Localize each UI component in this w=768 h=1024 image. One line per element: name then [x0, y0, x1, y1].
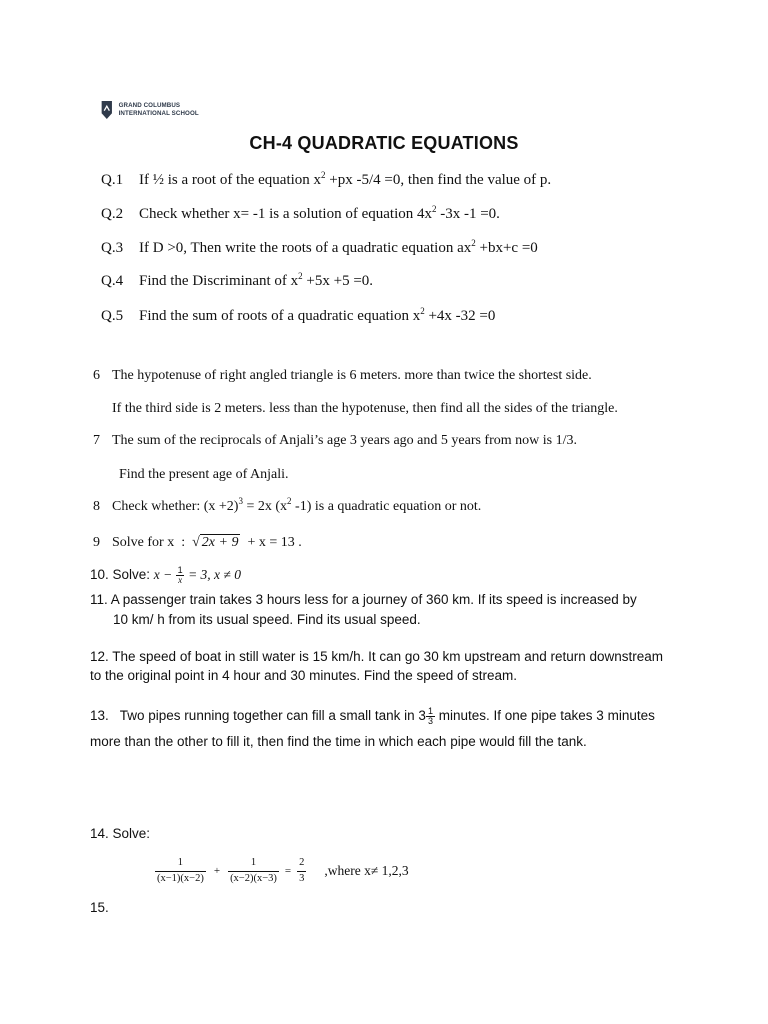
question-11: 11. A passenger train takes 3 hours less for a journey of 360 km. If its speed is increased by	[90, 592, 637, 607]
question-15: 15.	[90, 900, 109, 915]
page-title: CH-4 QUADRATIC EQUATIONS	[249, 133, 519, 153]
question-14: 14. Solve:	[90, 826, 151, 841]
question-number: Q.5	[101, 308, 124, 324]
fraction: $\frac{1}{(x-1)(x-2)}$	[157, 857, 204, 884]
school-logo	[101, 93, 211, 127]
question-3: Q.3 If D >0, Then write the roots of a quadratic equation $ax^2 +bx+c =0$	[101, 238, 538, 256]
question-8: 8 Check whether: $(x +2)^3 = 2x$ ($x^2$ -1) is a quadratic equation or not.	[93, 496, 482, 514]
question-number: Q.1	[101, 172, 124, 188]
question-12: 12. The speed of boat in still water is 15 km/h. It can go 30 km upstream and return downstream	[90, 649, 664, 664]
question-11-line-2: 10 km/ h from its usual speed. Find its usual speed.	[113, 612, 421, 627]
question-1: Q.1 If ½ is a root of the equation $x^2 +px$ -5/4 =0, then find the value of p.	[101, 170, 552, 188]
question-14-equation: $\frac{1}{(x-1)(x-2)}$ + $\frac{1}{(x-2)(x-3)}$ = $\frac{2}{3}$ ,where x≠ 1,2,3	[157, 857, 409, 884]
question-5: Q.5 Find the sum of roots of a quadratic equation $x^2 +4x$ -32 =0	[101, 306, 496, 324]
fraction: $\frac{1}{3}$	[427, 706, 433, 726]
question-13: 13. Two pipes running together can fill a small tank in 3 $\frac{1}{3}$ minutes. If one pipe takes 3 minutes	[90, 706, 655, 726]
question-number: 8	[93, 499, 100, 514]
question-number: 9	[93, 535, 100, 550]
question-9: 9 Solve for x : √ 2x + 9 + x = 13 .	[93, 535, 302, 550]
square-root: √ 2x + 9	[192, 535, 239, 550]
question-13-line-2: more than the other to fill it, then find the time in which each pipe would fill the tank.	[90, 734, 587, 749]
question-number: 7	[93, 433, 100, 448]
question-6-line-2: If the third side is 2 meters. less than the hypotenuse, then find all the sides of the triangle.	[112, 401, 618, 416]
school-name: GRAND COLUMBUS INTERNATIONAL SCHOOL	[118, 102, 199, 117]
question-number: Q.4	[101, 273, 124, 289]
question-2: Q.2 Check whether x= -1 is a solution of equation $4x^2$ -3x -1 =0.	[101, 204, 500, 222]
question-4: Q.4 Find the Discriminant of $x^2 +5x +5 =0$.	[101, 271, 374, 289]
question-number: Q.3	[101, 240, 124, 256]
question-7: 7 The sum of the reciprocals of Anjali’s age 3 years ago and 5 years from now is 1/3.	[93, 433, 577, 448]
question-6: 6 The hypotenuse of right angled triangle is 6 meters. more than twice the shortest side.	[93, 368, 592, 383]
fraction: $\frac{2}{3}$	[299, 857, 305, 884]
question-7-line-2: Find the present age of Anjali.	[119, 467, 289, 482]
question-number: 6	[93, 368, 100, 383]
question-10: 10. Solve: x − $\frac{1}{x}$ = 3, x ≠ 0	[90, 565, 241, 585]
fraction: $\frac{1}{(x-2)(x-3)}$	[230, 857, 277, 884]
fraction: $\frac{1}{x}$	[177, 565, 183, 585]
question-number: Q.2	[101, 206, 124, 222]
shield-logo-icon	[101, 95, 113, 125]
question-12-line-2: to the original point in 4 hour and 30 minutes. Find the speed of stream.	[90, 668, 518, 683]
